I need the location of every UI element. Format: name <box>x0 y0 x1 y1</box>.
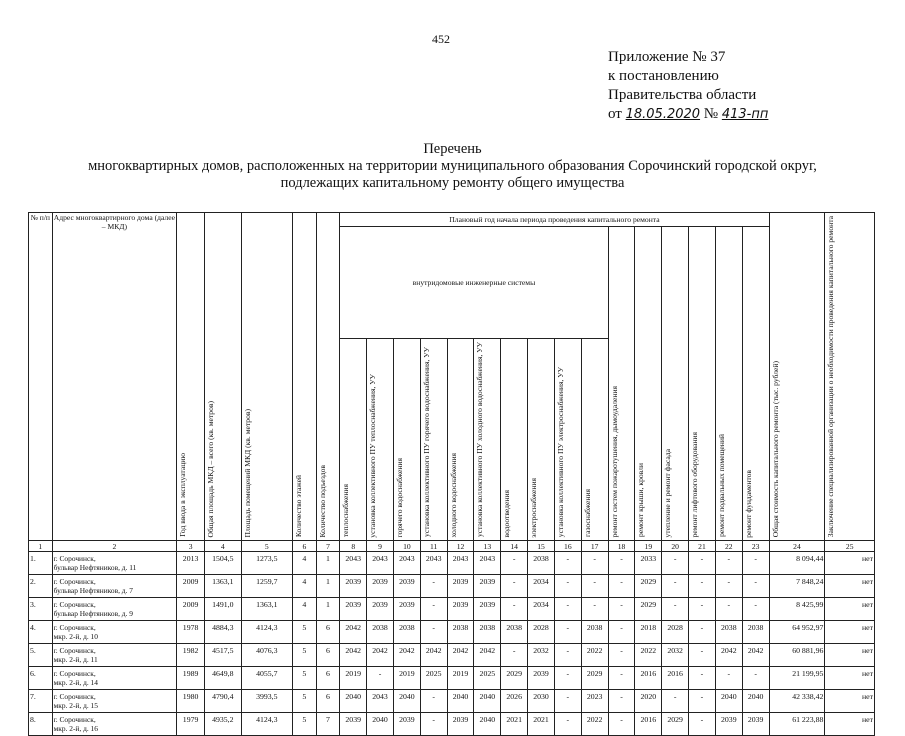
decree-date: 18.05.2020 <box>625 107 701 122</box>
address-street: мкр. 2-й, д. 11 <box>53 655 98 665</box>
table-cell: 2040 <box>715 690 742 713</box>
column-number: 15 <box>528 541 555 552</box>
table-cell: 2038 <box>367 621 394 644</box>
table-cell: 4 <box>293 552 317 575</box>
table-cell: 4 <box>293 575 317 598</box>
table-cell: - <box>581 575 608 598</box>
header-lift: ремонт лифтового оборудования <box>689 227 716 541</box>
table-cell: 6 <box>316 621 340 644</box>
table-cell: 7 848,24 <box>769 575 825 598</box>
table-cell: - <box>554 575 581 598</box>
table-cell: 4517,5 <box>205 644 242 667</box>
column-number: 8 <box>340 541 367 552</box>
header-year: Год ввода в эксплуатацию <box>177 213 205 541</box>
table-cell: 4076,3 <box>241 644 293 667</box>
header-cold-water-meter: установка коллективного ПУ холодного водоснабжения, УУ <box>474 339 501 541</box>
table-cell: 1 <box>316 575 340 598</box>
table-cell: 2040 <box>742 690 769 713</box>
table-cell: 2038 <box>474 621 501 644</box>
table-cell: 5 <box>293 644 317 667</box>
table-cell: - <box>689 690 716 713</box>
table-cell: - <box>742 575 769 598</box>
table-cell: 2042 <box>447 644 474 667</box>
table-cell: 60 881,96 <box>769 644 825 667</box>
column-number: 21 <box>689 541 716 552</box>
table-cell: 2040 <box>393 690 420 713</box>
table-cell: 4055,7 <box>241 667 293 690</box>
page-number: 452 <box>432 32 450 46</box>
table-cell: 2040 <box>447 690 474 713</box>
address-street: бульвар Нефтяников, д. 7 <box>53 586 133 596</box>
row-address <box>52 575 177 598</box>
table-cell: 2040 <box>367 713 394 736</box>
address-street: мкр. 2-й, д. 15 <box>53 701 98 711</box>
table-cell: 2009 <box>177 575 205 598</box>
column-number: 19 <box>635 541 662 552</box>
header-sewerage: водоотведения <box>501 339 528 541</box>
document-subtitle-1: многоквартирных домов, расположенных на территории муниципального образования Сорочинский городской округ, <box>88 158 817 174</box>
table-cell: 2009 <box>177 598 205 621</box>
table-cell: 2021 <box>501 713 528 736</box>
table-cell: 2034 <box>528 575 555 598</box>
table-cell: - <box>608 690 635 713</box>
table-cell: 2039 <box>715 713 742 736</box>
table-cell: - <box>554 690 581 713</box>
table-cell: 21 199,95 <box>769 667 825 690</box>
row-address <box>52 690 177 713</box>
table-cell: 2025 <box>420 667 447 690</box>
column-number: 5 <box>241 541 293 552</box>
column-number: 1 <box>29 541 53 552</box>
column-number: 7 <box>316 541 340 552</box>
table-cell: 2038 <box>581 621 608 644</box>
address-street: мкр. 2-й, д. 16 <box>53 724 98 734</box>
header-basement: ремонт подвальных помещений <box>715 227 742 541</box>
table-cell: - <box>554 667 581 690</box>
table-cell: 2013 <box>177 552 205 575</box>
column-number: 14 <box>501 541 528 552</box>
row-number: 3. <box>29 598 53 621</box>
appendix-line-2: к постановлению <box>608 68 719 84</box>
table-cell: 2039 <box>340 713 367 736</box>
table-cell: 1 <box>316 552 340 575</box>
table-cell: - <box>608 644 635 667</box>
row-number: 4. <box>29 621 53 644</box>
table-cell: 2039 <box>447 575 474 598</box>
table-cell: 2038 <box>715 621 742 644</box>
table-cell: - <box>554 552 581 575</box>
table-cell: 2029 <box>635 598 662 621</box>
address-city: г. Сорочинск, <box>53 715 96 725</box>
table-cell: 2042 <box>715 644 742 667</box>
header-conclusion: Заключение специализированной организации о необходимости проведения капитального ремонта <box>825 213 875 541</box>
row-number: 6. <box>29 667 53 690</box>
appendix-line-4 <box>608 105 768 124</box>
row-address <box>52 598 177 621</box>
table-cell: 2033 <box>635 552 662 575</box>
table-cell: 2042 <box>340 621 367 644</box>
column-number: 2 <box>52 541 177 552</box>
table-cell: 2030 <box>528 690 555 713</box>
table-cell: - <box>689 575 716 598</box>
table-cell: - <box>420 575 447 598</box>
from-label: от <box>608 106 622 122</box>
table-cell: - <box>581 552 608 575</box>
table-cell: 2043 <box>340 552 367 575</box>
row-address <box>52 644 177 667</box>
table-cell: 2032 <box>662 644 689 667</box>
header-roof: ремонт крыши, кровли <box>635 227 662 541</box>
table-cell: 2032 <box>528 644 555 667</box>
table-cell: 2039 <box>393 598 420 621</box>
appendix-block <box>608 48 768 124</box>
table-cell: 5 <box>293 667 317 690</box>
table-cell: - <box>715 575 742 598</box>
table-cell: 2039 <box>340 598 367 621</box>
header-foundation: ремонт фундаментов <box>742 227 769 541</box>
table-cell: - <box>689 552 716 575</box>
row-address <box>52 552 177 575</box>
table-cell: 2039 <box>474 598 501 621</box>
number-label: № <box>703 106 719 122</box>
table-cell: 2038 <box>447 621 474 644</box>
row-address <box>52 713 177 736</box>
table-cell: - <box>689 598 716 621</box>
table-cell: - <box>715 667 742 690</box>
table-cell: - <box>608 575 635 598</box>
table-cell: - <box>608 667 635 690</box>
table-cell: 2042 <box>393 644 420 667</box>
decree-number: 413-пп <box>721 107 769 122</box>
table-cell: 2042 <box>340 644 367 667</box>
address-city: г. Сорочинск, <box>53 623 96 633</box>
table-cell: 6 <box>316 690 340 713</box>
header-facade: утепление и ремонт фасада <box>662 227 689 541</box>
header-no: № п/п <box>29 213 53 541</box>
table-cell: нет <box>825 575 875 598</box>
address-city: г. Сорочинск, <box>53 669 96 679</box>
table-cell: 4124,3 <box>241 713 293 736</box>
table-row <box>29 690 875 713</box>
table-cell: 2042 <box>742 644 769 667</box>
table-cell: 2022 <box>581 713 608 736</box>
table-cell: 1980 <box>177 690 205 713</box>
table-cell: 2043 <box>447 552 474 575</box>
table-cell: 4124,3 <box>241 621 293 644</box>
header-heating: теплоснабжения <box>340 339 367 541</box>
row-address <box>52 667 177 690</box>
column-number: 10 <box>393 541 420 552</box>
address-street: бульвар Нефтяников, д. 11 <box>53 563 137 573</box>
header-total-area: Общая площадь МКД – всего (кв. метров) <box>205 213 242 541</box>
column-number: 18 <box>608 541 635 552</box>
table-cell: 1504,5 <box>205 552 242 575</box>
header-floors: Количество этажей <box>293 213 317 541</box>
header-heating-meter: установка коллективного ПУ теплоснабжения, УУ <box>367 339 394 541</box>
column-number: 16 <box>554 541 581 552</box>
table-cell: нет <box>825 713 875 736</box>
table-cell: 2040 <box>474 690 501 713</box>
row-number: 7. <box>29 690 53 713</box>
address-street: мкр. 2-й, д. 14 <box>53 678 98 688</box>
table-cell: - <box>501 552 528 575</box>
table-cell: - <box>501 644 528 667</box>
column-number: 6 <box>293 541 317 552</box>
table-row <box>29 644 875 667</box>
table-cell: - <box>689 621 716 644</box>
table-cell: 1979 <box>177 713 205 736</box>
table-cell: 2028 <box>662 621 689 644</box>
table-cell: 2038 <box>501 621 528 644</box>
table-cell: 2029 <box>635 575 662 598</box>
table-row <box>29 575 875 598</box>
table-cell: 2038 <box>742 621 769 644</box>
table-cell: 2029 <box>501 667 528 690</box>
header-address: Адрес многоквартирного дома (далее – МКД) <box>52 213 177 541</box>
column-number: 20 <box>662 541 689 552</box>
table-cell: 64 952,97 <box>769 621 825 644</box>
table-cell: 5 <box>293 621 317 644</box>
table-cell: нет <box>825 644 875 667</box>
table-cell: - <box>554 598 581 621</box>
column-number-row <box>29 541 875 552</box>
table-cell: нет <box>825 598 875 621</box>
header-hot-water: горячего водоснабжения <box>393 339 420 541</box>
table-cell: - <box>554 713 581 736</box>
table-cell: 2042 <box>367 644 394 667</box>
table-cell: 1978 <box>177 621 205 644</box>
appendix-line-3: Правительства области <box>608 87 757 103</box>
table-cell: 2019 <box>393 667 420 690</box>
table-cell: - <box>554 621 581 644</box>
table-cell: - <box>662 690 689 713</box>
table-cell: 8 094,44 <box>769 552 825 575</box>
table-cell: 2039 <box>340 575 367 598</box>
column-number: 3 <box>177 541 205 552</box>
table-cell: 5 <box>293 713 317 736</box>
address-city: г. Сорочинск, <box>53 577 96 587</box>
column-number: 24 <box>769 541 825 552</box>
table-cell: нет <box>825 621 875 644</box>
appendix-line-1: Приложение № 37 <box>608 49 726 65</box>
table-cell: 1989 <box>177 667 205 690</box>
table-cell: 2029 <box>662 713 689 736</box>
row-number: 8. <box>29 713 53 736</box>
table-cell: 2043 <box>420 552 447 575</box>
column-number: 25 <box>825 541 875 552</box>
table-cell: 2019 <box>340 667 367 690</box>
address-city: г. Сорочинск, <box>53 554 96 564</box>
address-city: г. Сорочинск, <box>53 646 96 656</box>
table-cell: 2019 <box>447 667 474 690</box>
address-street: бульвар Нефтяников, д. 9 <box>53 609 133 619</box>
table-cell: 5 <box>293 690 317 713</box>
table-cell: 4790,4 <box>205 690 242 713</box>
table-cell: 2021 <box>528 713 555 736</box>
document-title: Перечень <box>423 141 482 157</box>
header-entrances: Количество подъездов <box>316 213 340 541</box>
table-cell: - <box>608 621 635 644</box>
repair-table <box>28 212 875 736</box>
table-cell: - <box>581 598 608 621</box>
table-cell: 2039 <box>742 713 769 736</box>
table-cell: 6 <box>316 667 340 690</box>
table-row <box>29 552 875 575</box>
header-plan: Плановый год начала периода проведения капитального ремонта <box>340 213 769 227</box>
table-cell: 2016 <box>635 713 662 736</box>
table-cell: 2038 <box>393 621 420 644</box>
table-cell: - <box>742 552 769 575</box>
table-row <box>29 598 875 621</box>
table-cell: 2034 <box>528 598 555 621</box>
header-engineering: внутридомовые инженерные системы <box>340 227 608 339</box>
table-cell: - <box>742 598 769 621</box>
table-cell: нет <box>825 552 875 575</box>
table-cell: - <box>608 552 635 575</box>
table-cell: 1491,0 <box>205 598 242 621</box>
column-number: 4 <box>205 541 242 552</box>
table-row <box>29 713 875 736</box>
table-cell: - <box>662 552 689 575</box>
row-number: 1. <box>29 552 53 575</box>
header-cost: Общая стоимость капитального ремонта (тыс. рублей) <box>769 213 825 541</box>
column-number: 12 <box>447 541 474 552</box>
table-cell: 4649,8 <box>205 667 242 690</box>
table-cell: 2039 <box>474 575 501 598</box>
column-number: 9 <box>367 541 394 552</box>
table-cell: 2022 <box>635 644 662 667</box>
header-electricity-meter: установка коллективного ПУ электроснабжения, УУ <box>554 339 581 541</box>
header-gas: газоснабжения <box>581 339 608 541</box>
table-cell: 2025 <box>474 667 501 690</box>
table-cell: 2043 <box>367 690 394 713</box>
address-street: мкр. 2-й, д. 10 <box>53 632 98 642</box>
table-cell: 2043 <box>474 552 501 575</box>
table-cell: 1259,7 <box>241 575 293 598</box>
table-cell: 4884,3 <box>205 621 242 644</box>
table-cell: - <box>554 644 581 667</box>
table-cell: 4 <box>293 598 317 621</box>
table-cell: 2029 <box>581 667 608 690</box>
table-cell: - <box>501 598 528 621</box>
table-cell: - <box>367 667 394 690</box>
table-cell: 2028 <box>528 621 555 644</box>
table-cell: - <box>420 690 447 713</box>
table-cell: 2039 <box>393 575 420 598</box>
column-number: 13 <box>474 541 501 552</box>
table-cell: 2039 <box>447 598 474 621</box>
row-address <box>52 621 177 644</box>
table-cell: 61 223,88 <box>769 713 825 736</box>
table-cell: - <box>420 621 447 644</box>
table-cell: 2043 <box>393 552 420 575</box>
table-row <box>29 621 875 644</box>
column-number: 11 <box>420 541 447 552</box>
table-cell: - <box>662 575 689 598</box>
document-subtitle-2: подлежащих капитальному ремонту общего имущества <box>280 175 625 191</box>
table-cell: 2026 <box>501 690 528 713</box>
table-cell: 1273,5 <box>241 552 293 575</box>
table-cell: - <box>689 667 716 690</box>
table-cell: 2018 <box>635 621 662 644</box>
address-city: г. Сорочинск, <box>53 600 96 610</box>
table-cell: 2038 <box>528 552 555 575</box>
table-cell: 1363,1 <box>205 575 242 598</box>
header-cold-water: холодного водоснабжения <box>447 339 474 541</box>
table-cell: - <box>715 552 742 575</box>
table-cell: 2039 <box>528 667 555 690</box>
table-cell: 2042 <box>474 644 501 667</box>
table-cell: 2039 <box>367 575 394 598</box>
table-cell: - <box>742 667 769 690</box>
header-fire: ремонт систем пожаротушения, дымоудаления <box>608 227 635 541</box>
table-cell: 2042 <box>420 644 447 667</box>
table-cell: нет <box>825 667 875 690</box>
address-city: г. Сорочинск, <box>53 692 96 702</box>
header-hot-water-meter: установка коллективного ПУ горячего водоснабжения, УУ <box>420 339 447 541</box>
row-number: 5. <box>29 644 53 667</box>
row-number: 2. <box>29 575 53 598</box>
column-number: 23 <box>742 541 769 552</box>
table-cell: 2016 <box>635 667 662 690</box>
table-cell: - <box>689 713 716 736</box>
table-cell: 2020 <box>635 690 662 713</box>
header-premises-area: Площадь помещений МКД (кв. метров) <box>241 213 293 541</box>
table-cell: 4935,2 <box>205 713 242 736</box>
table-cell: - <box>608 598 635 621</box>
table-cell: 3993,5 <box>241 690 293 713</box>
table-cell: - <box>715 598 742 621</box>
table-cell: 2022 <box>581 644 608 667</box>
table-cell: 2016 <box>662 667 689 690</box>
table-cell: - <box>420 713 447 736</box>
table-row <box>29 667 875 690</box>
table-cell: 2043 <box>367 552 394 575</box>
table-cell: 8 425,99 <box>769 598 825 621</box>
table-cell: 2040 <box>474 713 501 736</box>
table-cell: 1363,1 <box>241 598 293 621</box>
table-cell: - <box>420 598 447 621</box>
table-cell: 7 <box>316 713 340 736</box>
table-cell: - <box>608 713 635 736</box>
table-cell: 1 <box>316 598 340 621</box>
table-cell: 42 338,42 <box>769 690 825 713</box>
table-cell: 2039 <box>393 713 420 736</box>
table-cell: - <box>662 598 689 621</box>
table-cell: 1982 <box>177 644 205 667</box>
table-cell: 2023 <box>581 690 608 713</box>
column-number: 17 <box>581 541 608 552</box>
table-cell: - <box>501 575 528 598</box>
table-cell: 2040 <box>340 690 367 713</box>
table-cell: 6 <box>316 644 340 667</box>
table-cell: 2039 <box>367 598 394 621</box>
table-cell: - <box>689 644 716 667</box>
table-cell: нет <box>825 690 875 713</box>
header-electricity: электроснабжения <box>528 339 555 541</box>
column-number: 22 <box>715 541 742 552</box>
table-cell: 2039 <box>447 713 474 736</box>
